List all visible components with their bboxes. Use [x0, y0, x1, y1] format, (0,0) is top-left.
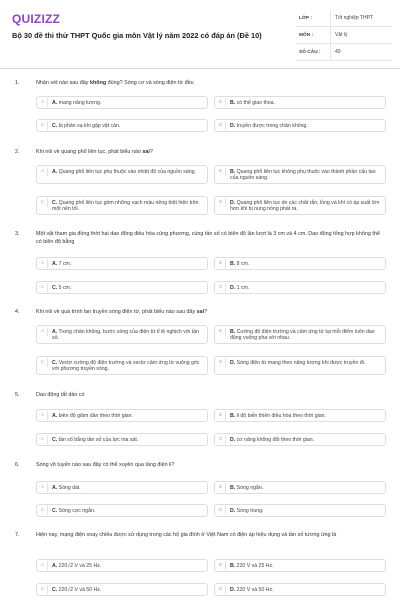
meta-key: LỚP :	[299, 15, 313, 21]
option-letter: C	[38, 585, 48, 594]
question-number: 3.	[15, 231, 20, 237]
option-b[interactable]: B B. Quang phổ liên tục không phụ thuộc vào thành phần cấu tạo của nguồn sáng.	[214, 165, 386, 184]
meta-row-subject	[296, 27, 392, 44]
option-a[interactable]: A A. 220√2 V và 25 Hz.	[36, 559, 208, 572]
meta-value: Tốt nghiệp THPT	[330, 10, 392, 26]
option-letter: B	[216, 167, 226, 176]
option-letter: C	[38, 121, 48, 130]
option-letter: D	[216, 506, 226, 515]
question-text: Khi nói về quá trình lan truyền sóng điện từ, phát biểu nào sau đây sai?	[36, 309, 208, 315]
option-letter: A	[38, 483, 48, 492]
header-divider	[0, 68, 400, 69]
meta-key: SỐ CÂU :	[299, 49, 321, 55]
meta-value: Vật lý	[330, 27, 392, 43]
option-letter: B	[216, 327, 226, 336]
meta-key: MÔN :	[299, 32, 314, 38]
option-d[interactable]: D D. cơ năng không đổi theo thời gian.	[214, 433, 386, 446]
option-c[interactable]: C C. Quang phổ liên tục gồm những vạch màu riêng biệt hiện trên một nền tối.	[36, 196, 208, 215]
option-c[interactable]: C C. 220√2 V và 50 Hz.	[36, 583, 208, 596]
option-a[interactable]: A A. biên độ giảm dần theo thời gian.	[36, 409, 208, 422]
option-letter: B	[216, 561, 226, 570]
document-header	[0, 0, 400, 66]
quizizz-logo: QUIZIZZ	[12, 12, 61, 26]
option-letter: C	[38, 506, 48, 515]
meta-table	[296, 10, 392, 61]
option-c[interactable]: C C. tần số bằng tần số của lực ma sát.	[36, 433, 208, 446]
document-title: Bộ 30 đề thi thử THPT Quốc gia môn Vật lý năm 2022 có đáp án (Đề 10)	[12, 31, 262, 40]
question-text: Một vật tham gia đồng thời hai dao động điều hòa cùng phương, cùng tần số có biên độ lần lượt là 3 cm và 4 cm. Dao động tổng hợp không thể có biên độ bằng	[36, 231, 380, 245]
question-number: 7.	[15, 532, 20, 538]
question-text: Sóng vô tuyến nào sau đây có thể xuyên qua tầng điện li?	[36, 462, 175, 468]
option-d[interactable]: D D. Sóng trung.	[214, 504, 386, 517]
option-d[interactable]: D D. Sóng điện từ mang theo năng lượng khi được truyền đi.	[214, 356, 386, 375]
option-d[interactable]: D D. truyền được trong chân không.	[214, 119, 386, 132]
option-letter: D	[216, 358, 226, 367]
option-a[interactable]: A A. Quang phổ liên tục phụ thuộc vào nhiệt độ của nguồn sáng.	[36, 165, 208, 184]
question-number: 4.	[15, 309, 20, 315]
option-a[interactable]: A A. 7 cm.	[36, 257, 208, 270]
question-text: Hiện nay, mạng điện xoay chiều được sử dụng trong các hộ gia đình ở Việt Nam có điện áp hiệu dụng và tần số tương ứng là	[36, 532, 337, 538]
option-letter: D	[216, 121, 226, 130]
meta-value: 40	[330, 44, 392, 60]
question-number: 1.	[15, 80, 20, 86]
option-b[interactable]: B B. Cường độ điện trường và cảm ứng từ tại mỗi điểm luôn dao động vuông pha với nhau.	[214, 325, 386, 344]
option-letter: C	[38, 198, 48, 207]
option-letter: A	[38, 167, 48, 176]
option-b[interactable]: B B. Sóng ngắn.	[214, 481, 386, 494]
option-a[interactable]: A A. mang năng lượng.	[36, 96, 208, 109]
option-c[interactable]: C C. 5 cm.	[36, 281, 208, 294]
option-letter: B	[216, 411, 226, 420]
question-text: Nhận xét nào sau đây không đúng? Sóng cơ và sóng điện từ đều	[36, 80, 194, 86]
option-b[interactable]: B B. có thể giao thoa.	[214, 96, 386, 109]
option-d[interactable]: D D. Quang phổ liên tục do các chất rắn, lỏng và khí có áp suất lớn hơn khi bị nung nóng phát ra.	[214, 196, 386, 215]
option-letter: D	[216, 585, 226, 594]
option-letter: B	[216, 98, 226, 107]
option-letter: D	[216, 283, 226, 292]
option-c[interactable]: C C. Vectơ cường độ điện trường và vectơ cảm ứng từ vuông góc với phương truyền sóng.	[36, 356, 208, 375]
option-letter: A	[38, 561, 48, 570]
question-number: 6.	[15, 462, 20, 468]
option-b[interactable]: B B. 8 cm.	[214, 257, 386, 270]
option-letter: A	[38, 411, 48, 420]
question-text: Dao động tắt dần có	[36, 392, 85, 398]
option-d[interactable]: D D. 1 cm.	[214, 281, 386, 294]
option-d[interactable]: D D. 220 V và 50 Hz.	[214, 583, 386, 596]
question-number: 5.	[15, 392, 20, 398]
option-letter: A	[38, 327, 48, 336]
option-letter: D	[216, 198, 226, 207]
option-letter: D	[216, 435, 226, 444]
option-b[interactable]: B B. li độ biến thiên điều hòa theo thời gian.	[214, 409, 386, 422]
meta-row-grade	[296, 10, 392, 27]
question-number: 2.	[15, 149, 20, 155]
option-a[interactable]: A A. Trong chân không, bước sóng của điện từ tỉ lệ nghịch với tần số.	[36, 325, 208, 344]
option-a[interactable]: A A. Sóng dài.	[36, 481, 208, 494]
option-letter: C	[38, 283, 48, 292]
option-letter: B	[216, 259, 226, 268]
option-letter: C	[38, 435, 48, 444]
option-c[interactable]: C C. bị phản xạ khi gặp vật cản.	[36, 119, 208, 132]
option-c[interactable]: C C. Sóng cực ngắn.	[36, 504, 208, 517]
option-letter: A	[38, 98, 48, 107]
option-b[interactable]: B B. 220 V và 25 Hz.	[214, 559, 386, 572]
option-letter: C	[38, 358, 48, 367]
option-letter: B	[216, 483, 226, 492]
option-letter: A	[38, 259, 48, 268]
question-text: Khi nói về quang phổ liên tục, phát biểu nào sai?	[36, 149, 153, 155]
meta-row-count	[296, 44, 392, 61]
